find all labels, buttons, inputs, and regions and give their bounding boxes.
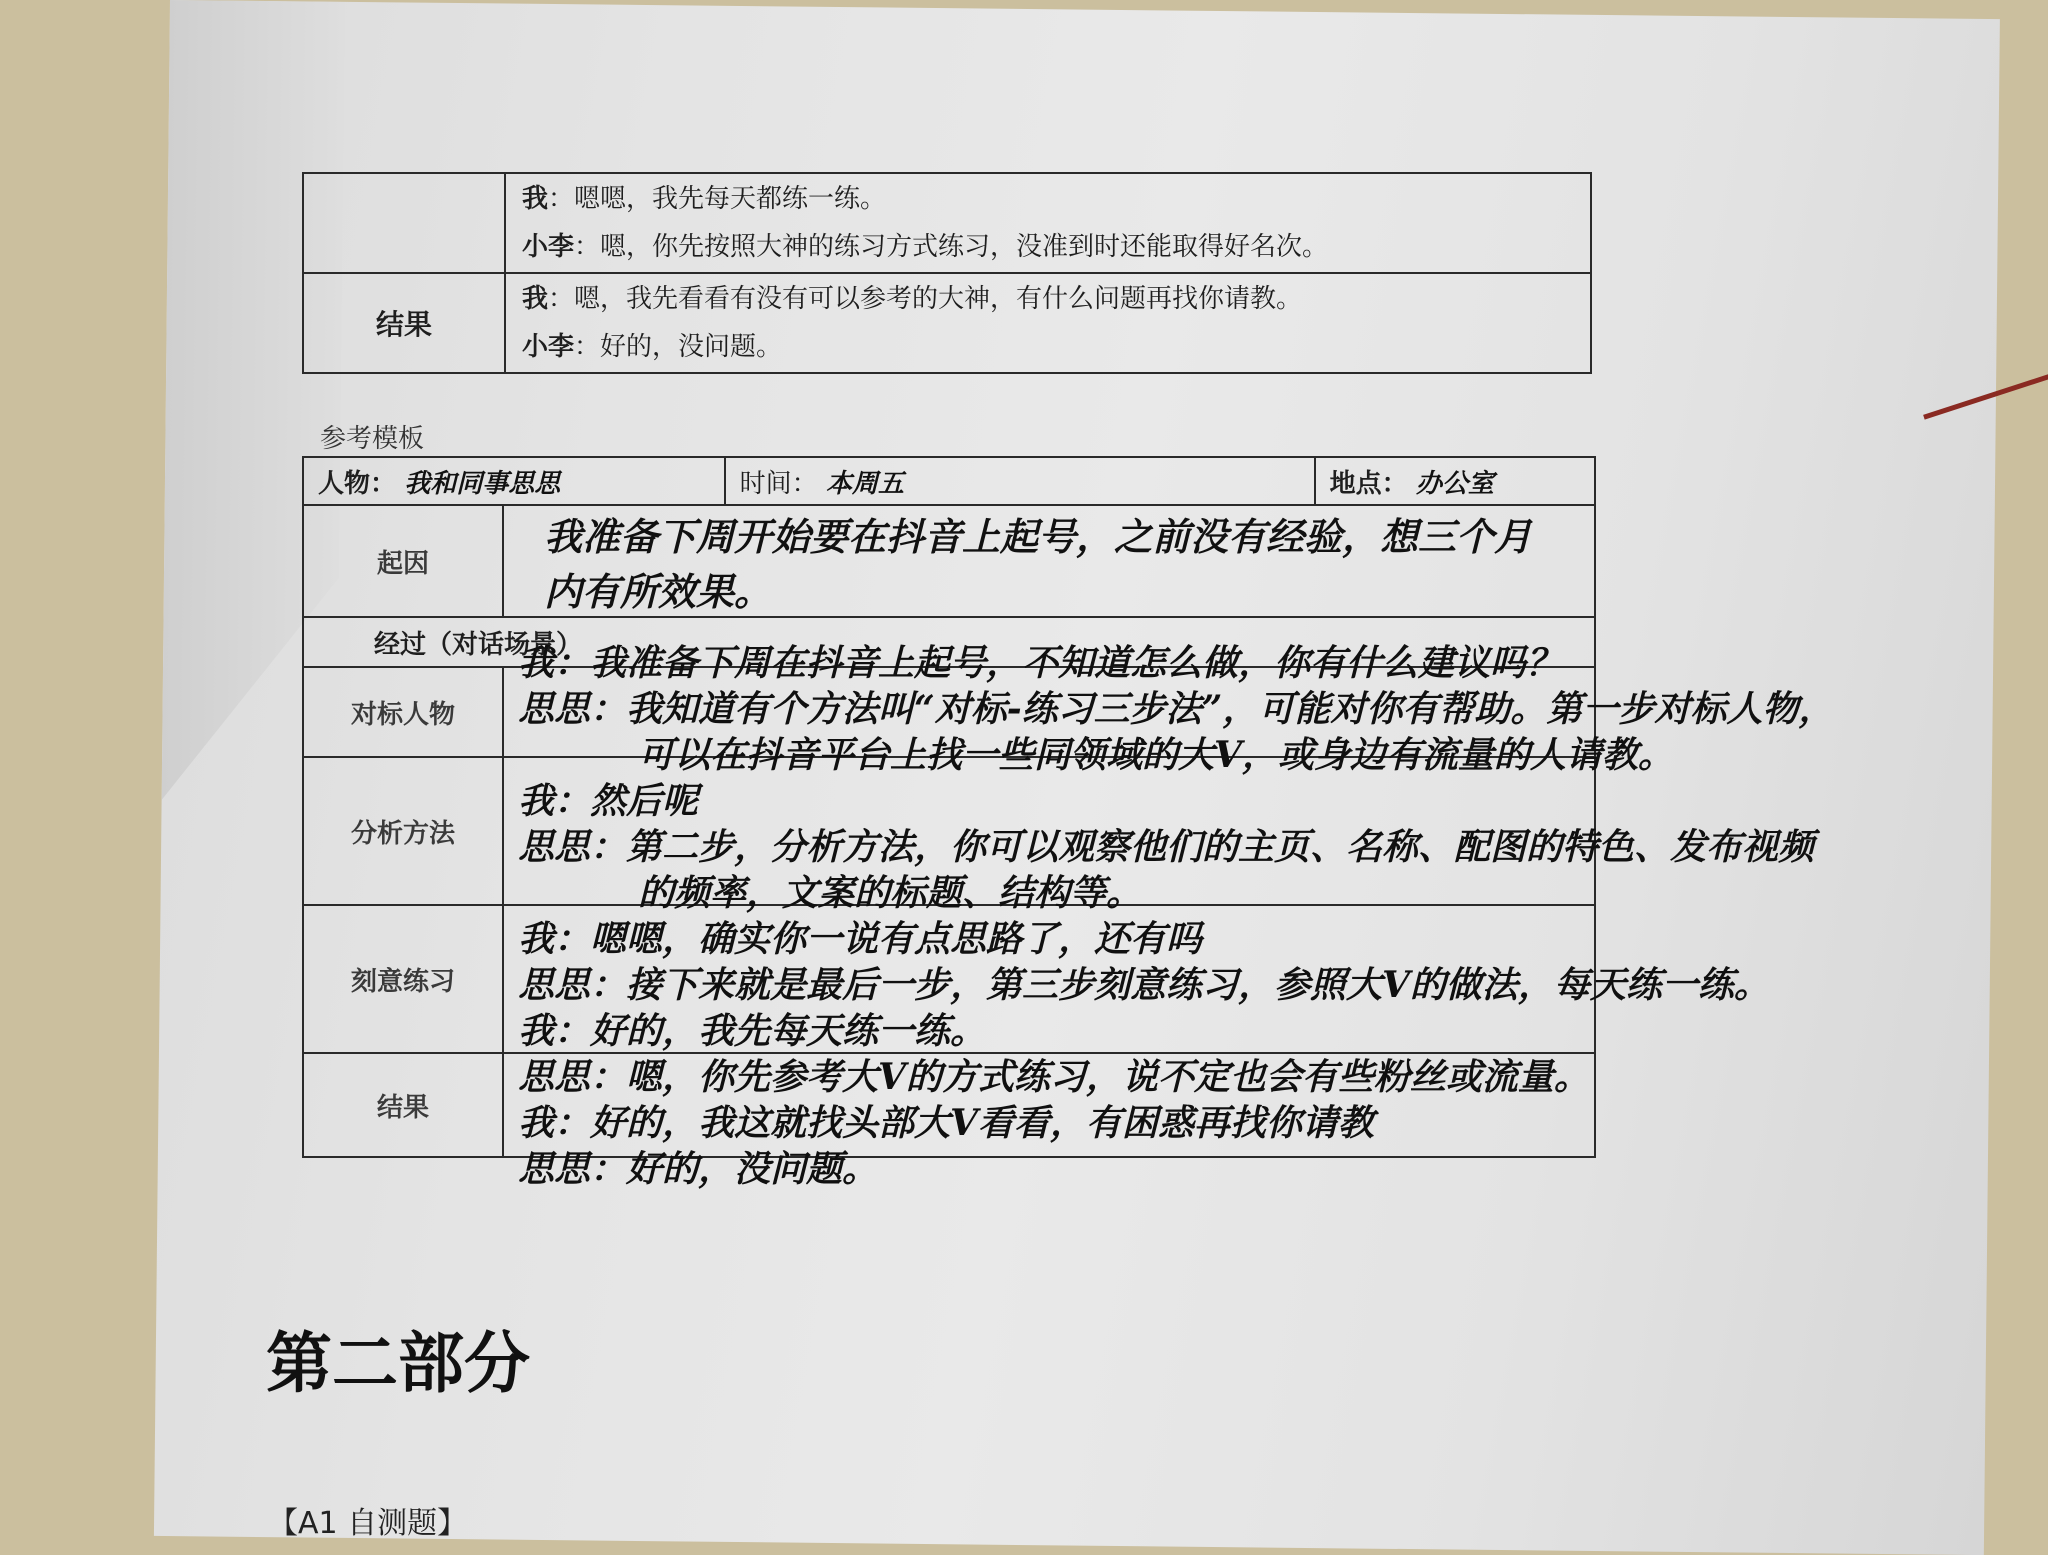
- cause-label: 起因: [303, 505, 503, 617]
- table1-row1-label: [303, 173, 505, 273]
- person-cell: [303, 457, 725, 505]
- dialogue-line: 思思：嗯，你先参考大V的方式练习，说不定也会有些粉丝或流量。: [518, 1056, 1590, 1098]
- self-test-heading: 【A1 自测题】: [268, 1506, 468, 1541]
- table1-row2-text: [505, 273, 1591, 373]
- person-value: 我和同事思思: [404, 468, 561, 499]
- section-title: 第二部分: [266, 1324, 530, 1402]
- dialogue-line: 我：嗯嗯，确实你一说有点思路了，还有吗: [518, 918, 1203, 960]
- table1-line: 我：嗯，我先看看有没有可以参考的大神，有什么问题再找你请教。: [522, 284, 1303, 314]
- dialogue-line: 思思：我知道有个方法叫“对标-练习三步法”，可能对你有帮助。第一步对标人物，: [518, 688, 1835, 730]
- dialogue-line: 我：我准备下周在抖音上起号，不知道怎么做，你有什么建议吗？: [518, 642, 1563, 684]
- person-label: 人物：: [318, 468, 397, 499]
- table1-line: 我：嗯嗯，我先每天都练一练。: [522, 184, 887, 214]
- dialogue-line: 我：好的，我先每天练一练。: [518, 1010, 987, 1052]
- dialogue-line: 可以在抖音平台上找一些同领域的大V，或身边有流量的人请教。: [638, 734, 1674, 776]
- place-label: 地点：: [1329, 468, 1408, 499]
- time-cell: [725, 457, 1315, 505]
- row-label-practice: 刻意练习: [303, 905, 503, 1053]
- cause-value: 我准备下周开始要在抖音上起号，之前没有经验，想三个月内有所效果。: [503, 505, 1595, 617]
- table1-line: 小李：嗯，你先按照大神的练习方式练习，没准到时还能取得好名次。: [522, 232, 1329, 262]
- dialogue-line: 思思：好的，没问题。: [518, 1148, 879, 1190]
- template-label: 参考模板: [320, 424, 425, 454]
- row-label-benchmark: 对标人物: [303, 667, 503, 757]
- row-label-result: 结果: [303, 1053, 503, 1157]
- dialogue-line: 我：然后呢: [518, 780, 699, 822]
- place-cell: [1315, 457, 1595, 505]
- dialogue-line: 思思：第二步，分析方法，你可以观察他们的主页、名称、配图的特色、发布视频: [518, 826, 1815, 868]
- place-value: 办公室: [1415, 468, 1494, 499]
- dialogue-line: 思思：接下来就是最后一步，第三步刻意练习，参照大V的做法，每天练一练。: [518, 964, 1770, 1006]
- dialogue-line: 的频率，文案的标题、结构等。: [638, 872, 1143, 914]
- time-label: 时间：: [739, 468, 818, 499]
- example-table: [302, 172, 1592, 374]
- table1-row1-text: [505, 173, 1591, 273]
- process-label: 经过（对话场景）: [303, 617, 1595, 667]
- time-value: 本周五: [825, 468, 904, 499]
- dialogue-line: 我：好的，我这就找头部大V看看，有困惑再找你请教: [518, 1102, 1374, 1144]
- handwritten-dialogue: [518, 640, 1918, 1192]
- table1-line: 小李：好的，没问题。: [522, 332, 783, 362]
- row-label-analysis: 分析方法: [303, 757, 503, 905]
- table1-row2-label: 结果: [303, 273, 505, 373]
